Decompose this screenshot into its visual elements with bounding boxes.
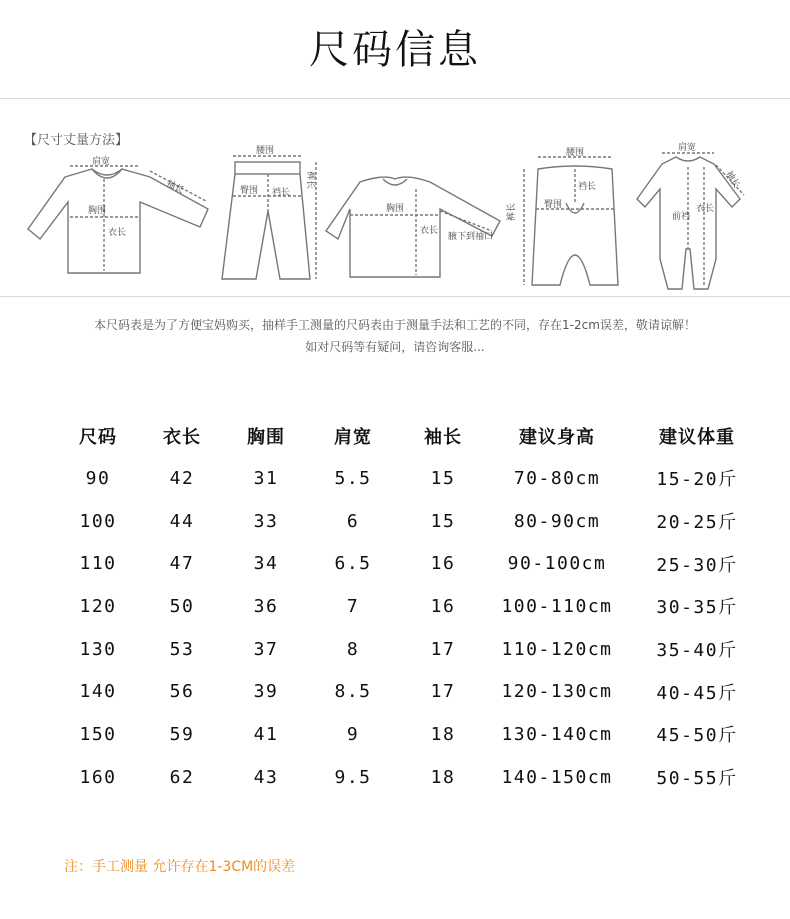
guide-label: 【尺寸丈量方法】	[24, 133, 129, 148]
table-cell: 160	[79, 766, 117, 788]
diagram-label: 肩宽	[92, 157, 111, 167]
table-cell: 6	[346, 510, 360, 532]
diagram-label: 衣长	[420, 226, 439, 236]
footnote: 注：手工测量 允许存在1-3CM的误差	[64, 859, 296, 875]
table-cell: 80-90cm	[513, 510, 601, 532]
table-header-row	[56, 415, 768, 457]
diagram-label: 裆长	[272, 188, 291, 198]
table-cell: 140	[79, 681, 117, 703]
header-size: 尺码	[79, 427, 117, 448]
diagram-label: 裤长	[305, 171, 315, 190]
table-row	[56, 756, 768, 799]
table-cell: 41	[253, 723, 279, 745]
table-cell: 110	[79, 553, 117, 575]
table-cell: 62	[169, 766, 195, 788]
table-cell: 17	[430, 638, 456, 660]
diagram-label: 裆长	[578, 182, 597, 192]
table-cell: 59	[169, 723, 195, 745]
table-row	[56, 542, 768, 585]
table-cell: 15	[430, 510, 456, 532]
table-cell: 36	[253, 595, 279, 617]
table-row	[56, 628, 768, 671]
diagram-label: 衣长	[108, 228, 127, 238]
table-cell: 43	[253, 766, 279, 788]
table-cell: 18	[430, 766, 456, 788]
table-cell: 130-140cm	[501, 723, 613, 745]
size-table	[56, 415, 768, 799]
table-cell: 50	[169, 595, 195, 617]
table-cell: 120	[79, 595, 117, 617]
table-cell: 44	[169, 510, 195, 532]
table-cell: 25-30斤	[656, 554, 738, 576]
table-cell: 130	[79, 638, 117, 660]
table-cell: 17	[430, 681, 456, 703]
header-chest: 胸围	[247, 427, 285, 448]
tshirt-diagram	[28, 166, 208, 273]
table-cell: 31	[253, 467, 279, 489]
table-cell: 110-120cm	[501, 638, 613, 660]
table-cell: 33	[253, 510, 279, 532]
diagram-label: 袖长	[723, 169, 742, 191]
page-title: 尺码信息	[309, 27, 481, 73]
table-cell: 37	[253, 638, 279, 660]
table-cell: 39	[253, 681, 279, 703]
table-row	[56, 457, 768, 500]
diagram-label: 臀围	[544, 200, 563, 210]
table-cell: 47	[169, 553, 195, 575]
table-cell: 45-50斤	[656, 725, 738, 747]
table-cell: 42	[169, 467, 195, 489]
table-cell: 8	[346, 638, 360, 660]
header-height: 建议身高	[519, 427, 595, 448]
diagram-label: 前裆	[672, 212, 691, 222]
table-cell: 7	[346, 595, 360, 617]
table-row	[56, 713, 768, 756]
diagram-label: 臀围	[240, 186, 259, 196]
table-cell: 16	[430, 553, 456, 575]
table-cell: 100-110cm	[501, 595, 613, 617]
table-cell: 50-55斤	[656, 768, 738, 790]
table-cell: 15-20斤	[656, 469, 738, 491]
table-cell: 5.5	[334, 467, 372, 489]
table-cell: 34	[253, 553, 279, 575]
diagram-label: 胸围	[386, 204, 405, 214]
diagram-label: 肩宽	[678, 143, 697, 153]
table-row	[56, 585, 768, 628]
header-weight: 建议体重	[659, 427, 735, 448]
contact-note: 如对尺码等有疑问，请咨询客服...	[305, 340, 485, 354]
raglan-shirt-diagram	[326, 177, 500, 277]
table-row	[56, 670, 768, 713]
table-cell: 70-80cm	[513, 467, 601, 489]
diagram-label: 腰围	[256, 146, 275, 156]
table-cell: 9.5	[334, 766, 372, 788]
diagram-label: 裤长	[507, 202, 517, 221]
table-cell: 56	[169, 681, 195, 703]
wide-pants-diagram	[524, 157, 618, 285]
measurement-guide	[0, 98, 790, 297]
table-cell: 30-35斤	[656, 597, 738, 619]
table-cell: 15	[430, 467, 456, 489]
header-shoulder: 肩宽	[334, 427, 372, 448]
disclaimer-note: 本尺码表是为了方便宝妈购买，抽样手工测量的尺码表由于测量手法和工艺的不同，存在1-2cm误差，敬请谅解！	[94, 318, 696, 332]
table-cell: 53	[169, 638, 195, 660]
diagram-label: 袖长	[164, 178, 186, 197]
table-cell: 20-25斤	[656, 512, 738, 534]
diagram-label: 腋下到袖口	[448, 232, 494, 242]
header-sleeve: 袖长	[424, 427, 462, 448]
diagram-label: 衣长	[696, 204, 715, 214]
table-cell: 6.5	[334, 553, 372, 575]
table-cell: 140-150cm	[501, 766, 613, 788]
table-cell: 120-130cm	[501, 681, 613, 703]
diagram-label: 腰围	[566, 148, 585, 158]
table-cell: 9	[346, 723, 360, 745]
table-cell: 35-40斤	[656, 640, 738, 662]
table-row	[56, 500, 768, 543]
table-cell: 90	[85, 467, 111, 489]
table-cell: 18	[430, 723, 456, 745]
pants-diagram	[222, 156, 316, 279]
table-cell: 90-100cm	[507, 553, 607, 575]
table-cell: 100	[79, 510, 117, 532]
table-cell: 150	[79, 723, 117, 745]
table-cell: 8.5	[334, 681, 372, 703]
measurement-diagrams	[0, 99, 790, 296]
table-cell: 16	[430, 595, 456, 617]
header-length: 衣长	[163, 427, 201, 448]
diagram-label: 胸围	[88, 206, 107, 216]
table-cell: 40-45斤	[656, 682, 738, 704]
